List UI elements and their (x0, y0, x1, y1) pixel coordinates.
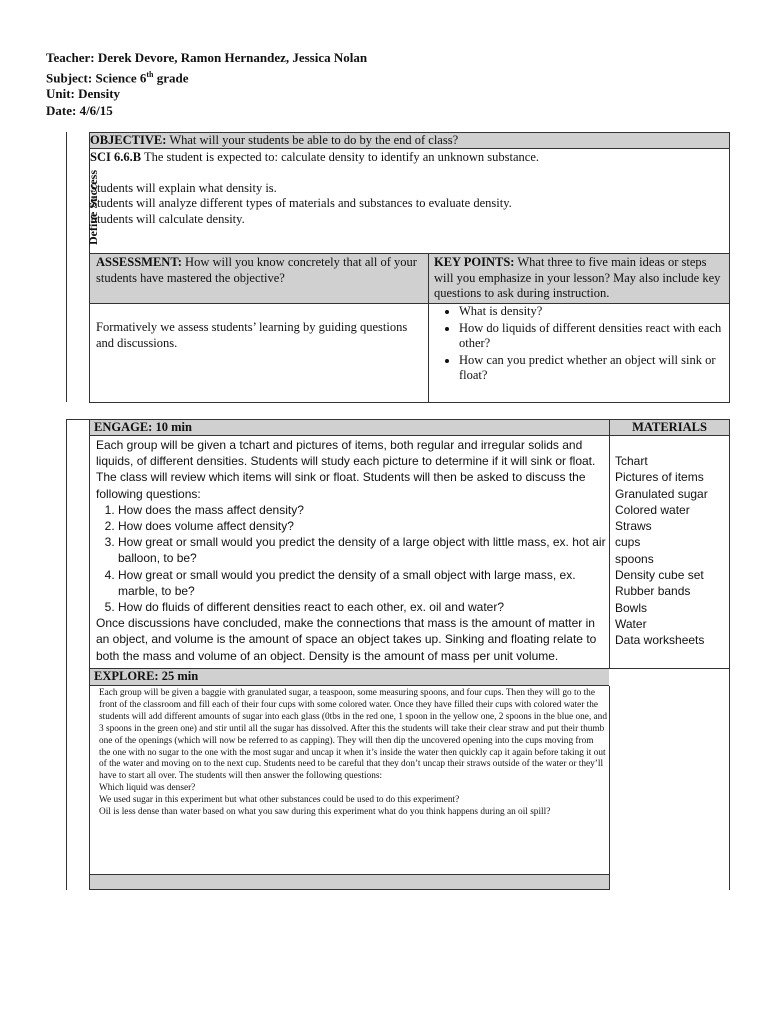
explore-question: Which liquid was denser? (99, 783, 196, 794)
assessment-header (90, 254, 428, 303)
empty-gray-row (90, 875, 609, 889)
material-item: Granulated sugar (615, 486, 708, 501)
engage-question: 4. How great or small would you predict the density of a small object with large mass, ex. marble, to be? (118, 567, 608, 599)
objective-line: Students will analyze different types of materials and substances to evaluate density. (90, 196, 512, 210)
explore-header (90, 669, 609, 686)
table1-bottom-rule (89, 402, 730, 403)
table2-inner-rule (89, 419, 90, 890)
objective-line: Students will explain what density is. (90, 180, 277, 195)
key-points-list (429, 304, 729, 385)
subject-text: Subject: Science 6 (46, 69, 147, 85)
material-item: cups (615, 535, 641, 550)
engage-question: 5. How do fluids of different densities react to each other, ex. oil and water? (118, 599, 608, 615)
key-point-item: • What is density? (459, 304, 723, 320)
material-item: spoons (615, 551, 654, 566)
key-point-item: • How do liquids of different densities react with each other? (459, 321, 723, 352)
table1-left-rule (66, 132, 67, 402)
key-points-label: KEY POINTS: (434, 255, 515, 269)
materials-col-rule (609, 419, 610, 669)
table2-right-rule (729, 419, 730, 890)
explore-label: EXPLORE: 25 min (94, 669, 199, 683)
engage-question: 3. How great or small would you predict the density of a large object with little mass, ex. hot air balloon, to be? (118, 534, 608, 566)
material-item: Data worksheets (615, 633, 705, 648)
engage-intro: Each group will be given a tchart and pictures of items, both regular and irregular solids and liquids, of different densities. Students will study each picture to determine if it will sink or float. The class will review which items will sink or float. Students will then be asked to discuss the following questions: (96, 438, 596, 501)
material-item: Bowls (615, 600, 648, 615)
material-item: Pictures of items (615, 470, 704, 485)
material-item: Rubber bands (615, 584, 691, 599)
objective-prompt: What will your students be able to do by the end of class? (169, 133, 459, 147)
subject-suffix: grade (153, 69, 189, 85)
unit-line: Unit: Density (46, 86, 121, 102)
side-label-define-success: Define Success (86, 170, 100, 245)
material-item: Density cube set (615, 568, 704, 583)
date-line: Date: 4/6/15 (46, 102, 113, 118)
material-item: Colored water (615, 502, 690, 517)
materials-label: MATERIALS (632, 420, 707, 434)
material-item: Water (615, 616, 647, 631)
materials-header (610, 420, 729, 436)
material-item: Tchart (615, 454, 648, 468)
objective-header (90, 133, 729, 149)
subject-line (46, 67, 367, 87)
engage-label: ENGAGE: 10 min (94, 420, 192, 434)
explore-question: We used sugar in this experiment but what other substances could be used to do this experiment? (99, 795, 460, 806)
objective-line: Students will calculate density. (90, 211, 245, 226)
teacher-line: Teacher: Derek Devore, Ramon Hernandez, Jessica Nolan (46, 50, 368, 65)
explore-col-rule (609, 686, 610, 890)
explore-body (91, 688, 607, 819)
explore-text: Each group will be given a baggie with granulated sugar, a teaspoon, some measuring spoons, and four cups. Then they will go to the front of the classroom and fill each of their four cups with some colored water. Once they have filled their cups with colored water the students will add different amounts of sugar into each glass (0tbs in the red one, 1 spoon in the yellow one, 2 spoons in the blue one, and 3 spoons in the green one) and stir until all the sugar has dissolved. After this the students will take their clear straw and put their thumb one of the openings (which will now be referred to as capping). They will then dip the uncovered opening into the cups moving from the one with no sugar to the one with the most sugar and uncap it when it’s inside the water then quickly cap it again before taking it out of the water and moving on to the next cup. Students need to be careful that they don’t uncap their straws outside of the water or they’ll have to start all over. The students will then answer the following questions: (99, 688, 607, 782)
document-header (46, 50, 367, 119)
engage-outro: Once discussions have concluded, make the connections that mass is the amount of matter in an object, and volume is the amount of space an object takes up. Sinking and floating relate to both the mass and volume of an object. Density is the amount of mass per unit volume. (96, 616, 597, 663)
engage-question: 1. How does the mass affect density? (118, 502, 608, 518)
table2-bottom-rule (89, 889, 609, 890)
assessment-label: ASSESSMENT: (96, 255, 182, 269)
key-points-header (429, 254, 729, 303)
standard-line (90, 150, 729, 166)
explore-question: Oil is less dense than water based on what you saw during this experiment what do you think happens during an oil spill? (99, 807, 551, 818)
assessment-prompt: How will you know concretely that all of your students have mastered the objective? (96, 255, 417, 285)
engage-header (90, 420, 609, 436)
material-item: Straws (615, 519, 652, 534)
engage-question: 2. How does volume affect density? (118, 518, 608, 534)
key-point-item: • How can you predict whether an object will sink or float? (459, 353, 723, 384)
engage-questions (96, 502, 608, 615)
standard-text: The student is expected to: calculate density to identify an unknown substance. (143, 150, 540, 164)
assessment-answer: Formatively we assess students’ learning by guiding questions and discussions. (96, 320, 408, 350)
objective-body (90, 150, 729, 253)
objective-label: OBJECTIVE: (90, 133, 167, 147)
table1-right-rule (729, 132, 730, 403)
subject-superscript: th (146, 69, 154, 79)
key-points-prompt: What three to five main ideas or steps will you emphasize in your lesson? May also include key questions to ask during instruction. (434, 255, 721, 300)
materials-list (615, 453, 728, 649)
standard-code: SCI 6.6.B (90, 150, 142, 164)
engage-body (96, 437, 608, 664)
table2-left-rule (66, 419, 67, 890)
